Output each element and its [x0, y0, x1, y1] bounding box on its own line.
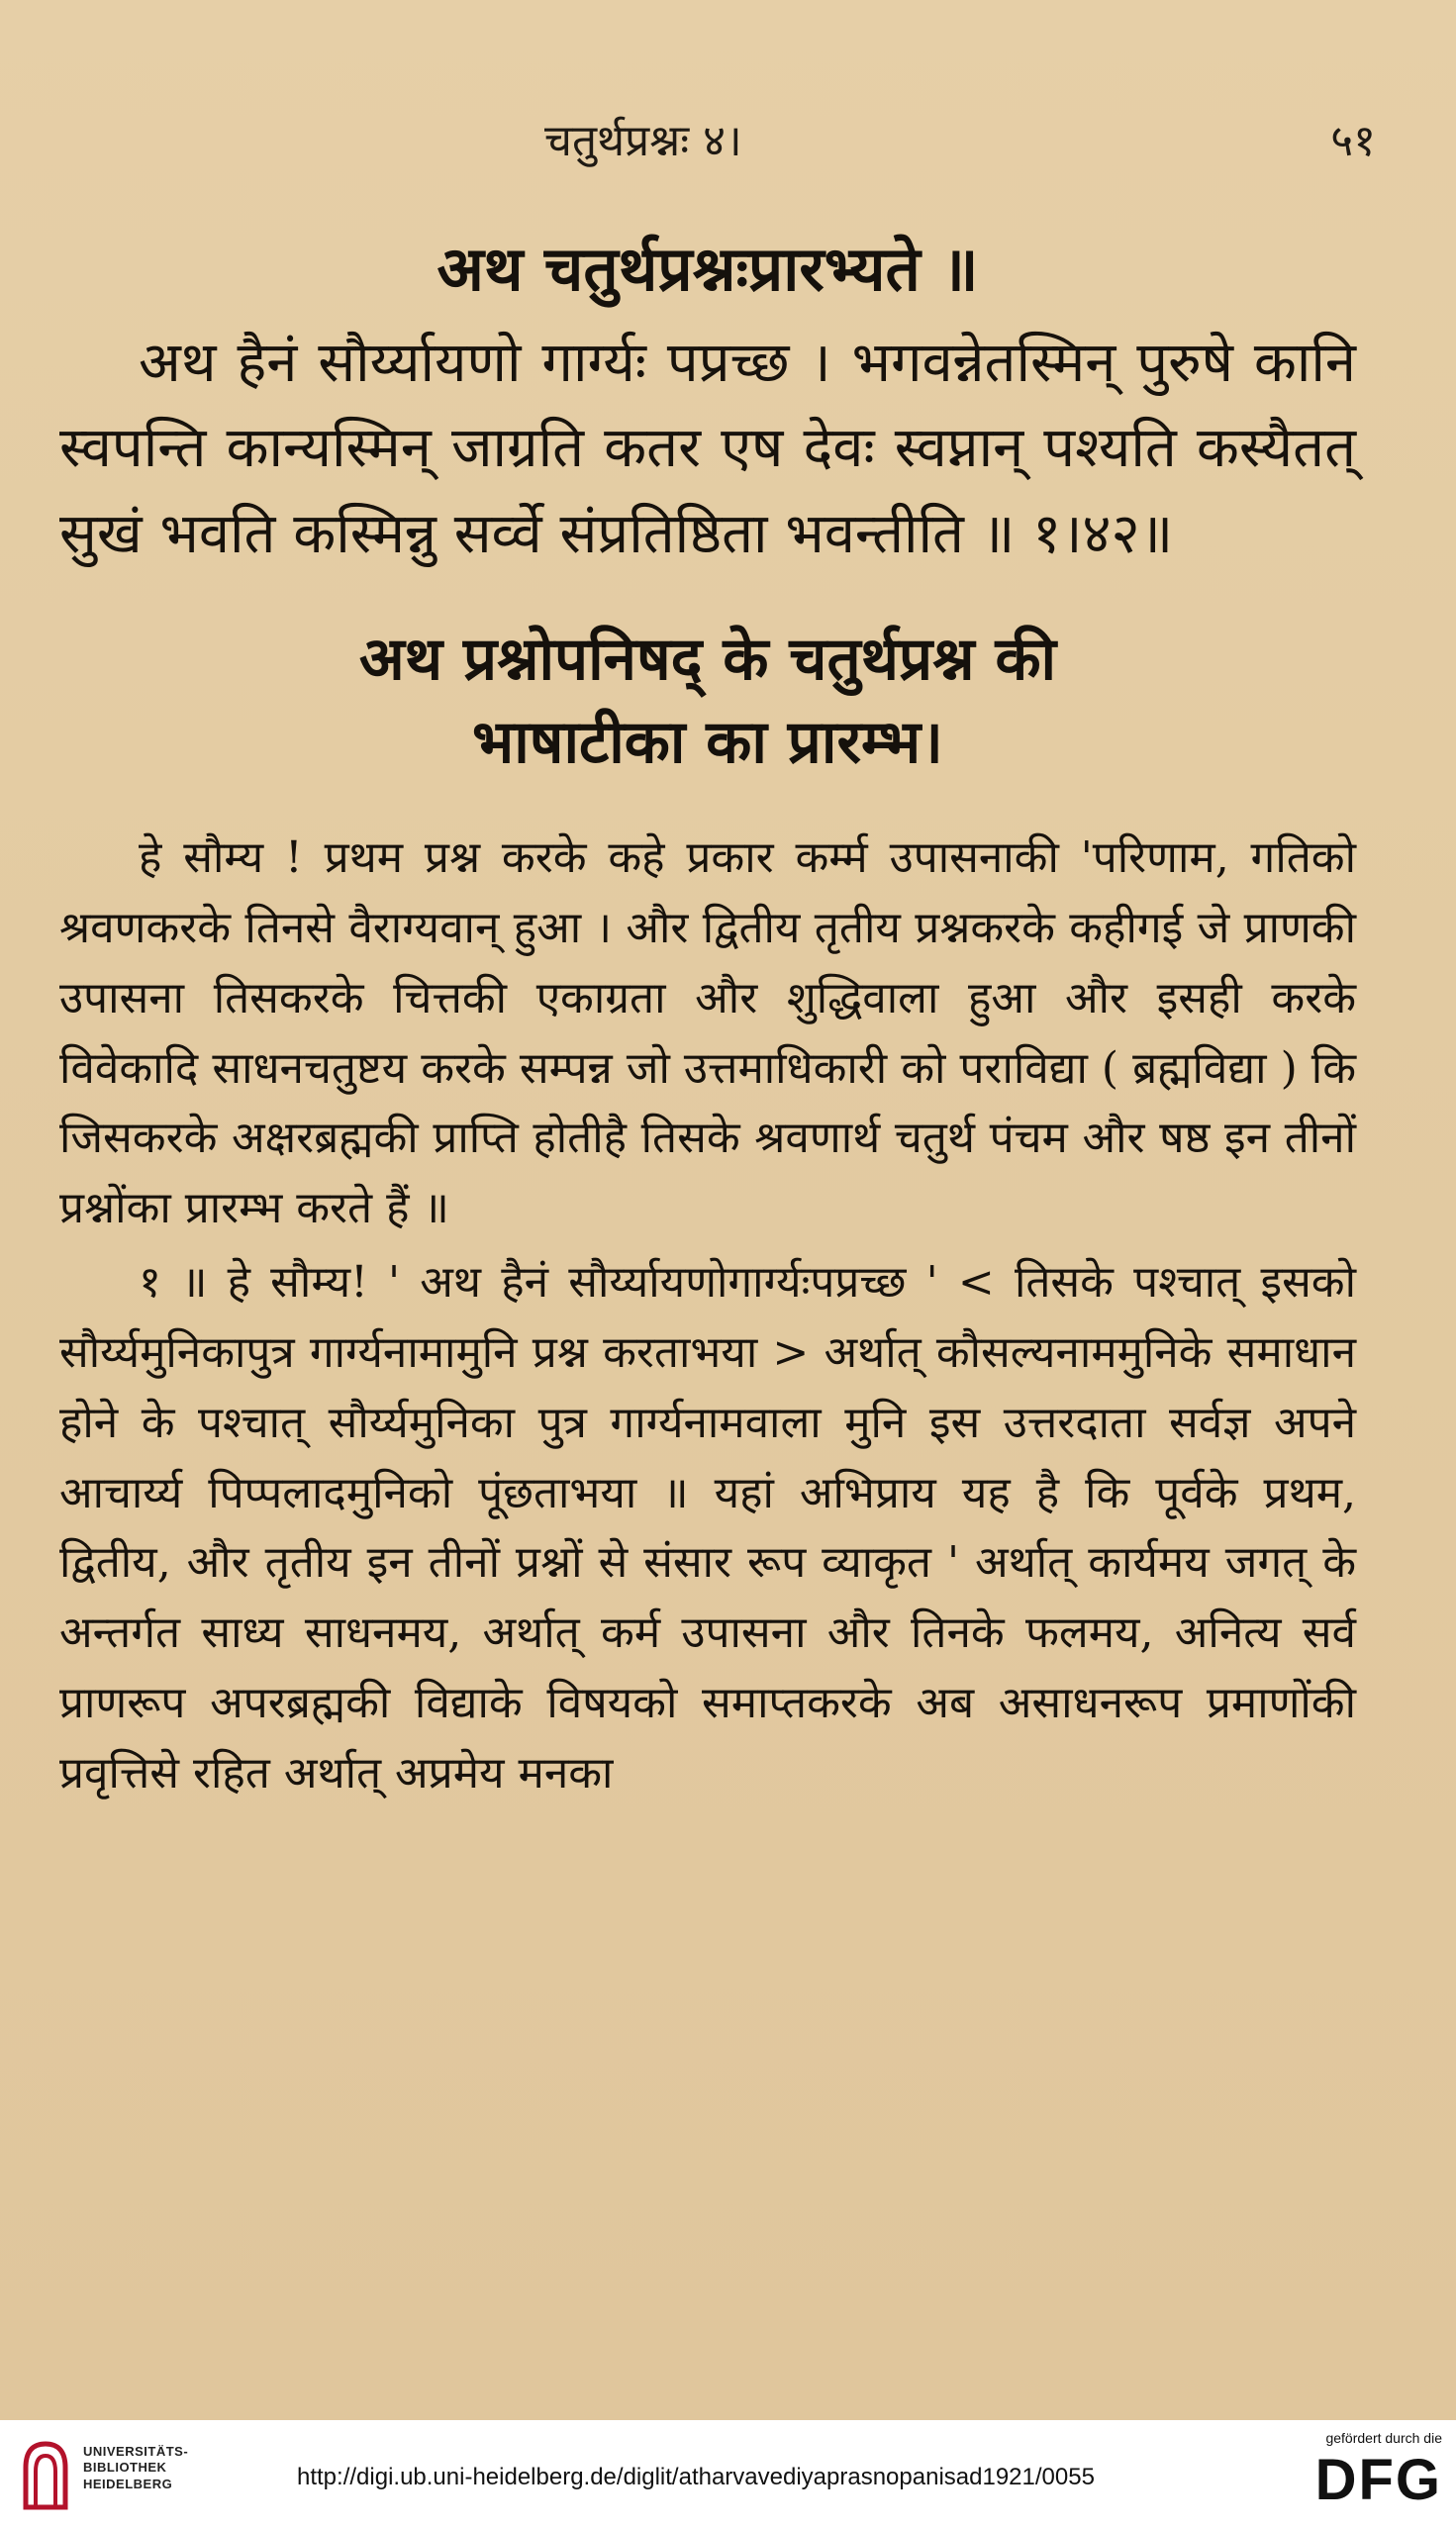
commentary-paragraph: हे सौम्य ! प्रथम प्रश्न करके कहे प्रकार कर्म्म उपासनाकी 'परिणाम, गतिको श्रवणकरके तिनसे वैराग्यवान् हुआ । और द्वितीय तृतीय प्रश्नकरके कहीगई जे प्राणकी उपासना तिसकरके चित्तकी एकाग्रता और शुद्धिवाला हुआ और इसही करके विवेकादि साधनचतुष्टय करके सम्पन्न जो उत्तमाधिकारी को पराविद्या ( ब्रह्मविद्या ) कि जिसकरके अक्षरब्रह्मकी प्राप्ति होतीहै तिसके श्रवणार्थ चतुर्थ पंचम और षष्ठ इन तीनों प्रश्नोंका प्रारम्भ करते हैं ॥: [59, 832, 1356, 1234]
page-content: [59, 69, 1376, 1809]
university-library-logo-icon: [16, 2438, 75, 2511]
commentary-paragraph: १ ॥ हे सौम्य! ' अथ हैनं सौर्य्यायणोगार्ग्यःपप्रच्छ ' < तिसके पश्चात् इसको सौर्य्यमुनिकापुत्र गार्ग्यनामामुनि प्रश्न करताभया > अर्थात् कौसल्यनाममुनिके समाधान होने के पश्चात् सौर्य्यमुनिका पुत्र गार्ग्यनामवाला मुनि इस उत्तरदाता सर्वज्ञ अपने आचार्य्य पिप्पलादमुनिको पूंछताभया ॥ यहां अभिप्राय यह है कि पूर्वके प्रथम, द्वितीय, और तृतीय इन तीनों प्रश्नों से संसार रूप व्याकृत ' अर्थात् कार्यमय जगत् के अन्तर्गत साध्य साधनमय, अर्थात् कर्म उपासना और तिनके फलमय, अनित्य सर्व प्राणरूप अपरब्रह्मकी विद्याके विषयको समाप्तकरके अब असाधनरूप प्रमाणोंकी प्रवृत्तिसे रहित अर्थात् अप्रमेय मनका: [59, 1257, 1356, 1799]
running-header: [59, 69, 1376, 166]
library-name: UNIVERSITÄTS- BIBLIOTHEK HEIDELBERG: [83, 2444, 189, 2491]
sanskrit-verse: अथ हैनं सौर्य्यायणो गार्ग्यः पप्रच्छ । भगवन्नेतस्मिन् पुरुषे कानि स्वपन्ति कान्यस्मिन् जाग्रति कतर एष देवः स्वप्नान् पश्यति कस्यैतत् सुखं भवति कस्मिन्नु सर्व्वे संप्रतिष्ठिता भवन्तीति ॥ १।४२॥: [59, 330, 1356, 567]
commentary-heading: [59, 618, 1356, 784]
permalink-url[interactable]: http://digi.ub.uni-heidelberg.de/diglit/atharvavediyaprasnopanisad1921/0055: [297, 2464, 1095, 2490]
chapter-heading: अथ चतुर्थप्रश्नःप्रारभ्यते ॥: [437, 233, 979, 305]
page-number: ५१: [1330, 116, 1376, 166]
dfg-logo: DFG: [1314, 2448, 1442, 2512]
running-title: चतुर्थप्रश्नः ४।: [544, 116, 742, 166]
commentary-heading-line-2: भाषाटीका का प्रारम्भ।: [472, 708, 943, 778]
commentary-heading-line-1: अथ प्रश्नोपनिषद् के चतुर्थप्रश्न की: [358, 625, 1057, 695]
sponsor-label: gefördert durch die: [1325, 2430, 1442, 2446]
sponsor-credit: [1314, 2430, 1442, 2512]
viewer-footer: [0, 2420, 1456, 2529]
commentary-body: [59, 824, 1356, 1809]
